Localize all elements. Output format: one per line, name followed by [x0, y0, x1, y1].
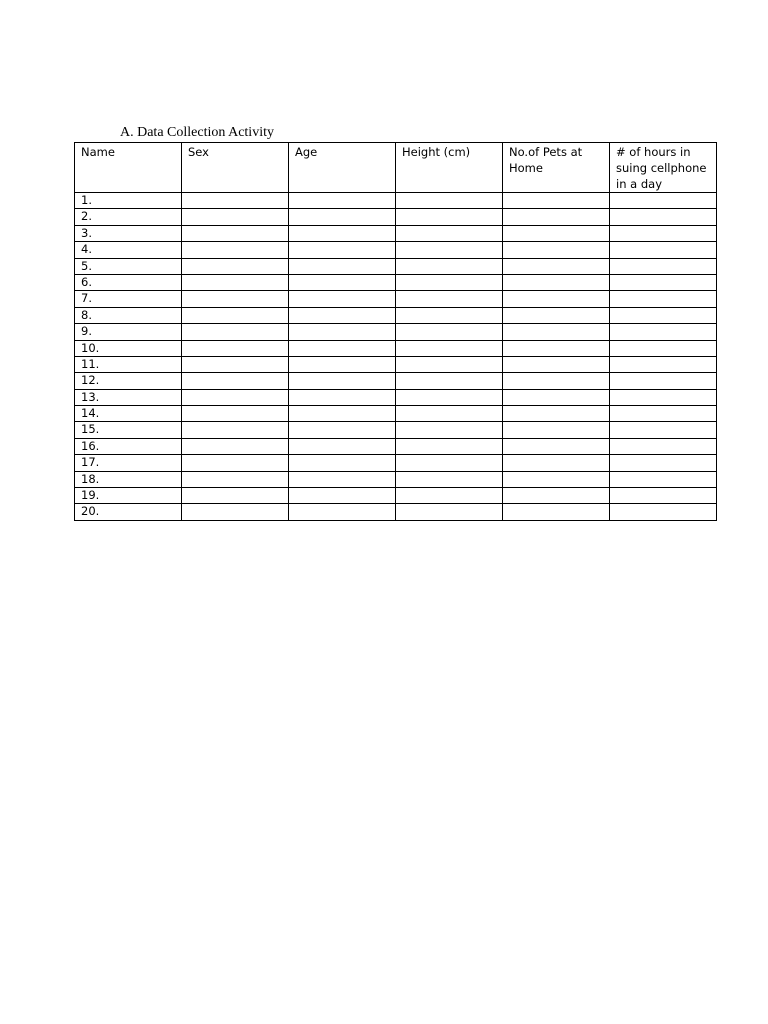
cell-cellphone-hours[interactable] [610, 258, 717, 274]
table-row [75, 340, 717, 356]
table-row [75, 324, 717, 340]
header-cellphone-hours: # of hours in suing cellphone in a day [610, 143, 717, 193]
table-row [75, 373, 717, 389]
cell-height[interactable] [396, 340, 503, 356]
cell-name: 1. [75, 193, 182, 209]
cell-name: 8. [75, 307, 182, 323]
cell-sex[interactable] [182, 307, 289, 323]
cell-height[interactable] [396, 455, 503, 471]
cell-pets[interactable] [503, 193, 610, 209]
cell-pets[interactable] [503, 504, 610, 520]
cell-age[interactable] [289, 438, 396, 454]
cell-sex[interactable] [182, 225, 289, 241]
table-row [75, 455, 717, 471]
table-row [75, 356, 717, 372]
cell-sex[interactable] [182, 340, 289, 356]
cell-pets[interactable] [503, 438, 610, 454]
cell-pets[interactable] [503, 307, 610, 323]
cell-name: 3. [75, 225, 182, 241]
cell-name: 5. [75, 258, 182, 274]
table-row [75, 209, 717, 225]
cell-cellphone-hours[interactable] [610, 422, 717, 438]
table-row [75, 406, 717, 422]
cell-sex[interactable] [182, 324, 289, 340]
cell-height[interactable] [396, 291, 503, 307]
header-name: Name [75, 143, 182, 193]
cell-age[interactable] [289, 291, 396, 307]
cell-height[interactable] [396, 307, 503, 323]
cell-cellphone-hours[interactable] [610, 324, 717, 340]
cell-sex[interactable] [182, 389, 289, 405]
cell-name: 17. [75, 455, 182, 471]
cell-sex[interactable] [182, 488, 289, 504]
cell-name: 19. [75, 488, 182, 504]
cell-cellphone-hours[interactable] [610, 291, 717, 307]
cell-age[interactable] [289, 504, 396, 520]
cell-cellphone-hours[interactable] [610, 488, 717, 504]
cell-name: 4. [75, 242, 182, 258]
cell-pets[interactable] [503, 291, 610, 307]
cell-cellphone-hours[interactable] [610, 356, 717, 372]
cell-height[interactable] [396, 406, 503, 422]
cell-pets[interactable] [503, 406, 610, 422]
cell-age[interactable] [289, 324, 396, 340]
cell-age[interactable] [289, 340, 396, 356]
table-row [75, 471, 717, 487]
cell-age[interactable] [289, 225, 396, 241]
cell-cellphone-hours[interactable] [610, 471, 717, 487]
cell-name: 9. [75, 324, 182, 340]
cell-height[interactable] [396, 504, 503, 520]
table-row [75, 307, 717, 323]
cell-cellphone-hours[interactable] [610, 340, 717, 356]
cell-cellphone-hours[interactable] [610, 209, 717, 225]
cell-pets[interactable] [503, 422, 610, 438]
cell-age[interactable] [289, 488, 396, 504]
cell-cellphone-hours[interactable] [610, 373, 717, 389]
data-collection-table [74, 142, 717, 521]
table-row [75, 258, 717, 274]
cell-sex[interactable] [182, 209, 289, 225]
cell-cellphone-hours[interactable] [610, 225, 717, 241]
cell-sex[interactable] [182, 373, 289, 389]
header-sex: Sex [182, 143, 289, 193]
cell-pets[interactable] [503, 471, 610, 487]
table-row [75, 225, 717, 241]
cell-age[interactable] [289, 307, 396, 323]
cell-name: 16. [75, 438, 182, 454]
cell-pets[interactable] [503, 274, 610, 290]
cell-name: 6. [75, 274, 182, 290]
cell-sex[interactable] [182, 258, 289, 274]
cell-sex[interactable] [182, 422, 289, 438]
cell-pets[interactable] [503, 242, 610, 258]
table-row [75, 389, 717, 405]
cell-age[interactable] [289, 209, 396, 225]
header-row [75, 143, 717, 193]
cell-sex[interactable] [182, 471, 289, 487]
cell-height[interactable] [396, 324, 503, 340]
cell-name: 20. [75, 504, 182, 520]
cell-cellphone-hours[interactable] [610, 307, 717, 323]
cell-height[interactable] [396, 258, 503, 274]
cell-cellphone-hours[interactable] [610, 242, 717, 258]
cell-cellphone-hours[interactable] [610, 193, 717, 209]
cell-pets[interactable] [503, 209, 610, 225]
cell-height[interactable] [396, 389, 503, 405]
document-title: A. Data Collection Activity [120, 125, 274, 140]
cell-name: 14. [75, 406, 182, 422]
cell-name: 18. [75, 471, 182, 487]
table-row [75, 504, 717, 520]
cell-age[interactable] [289, 455, 396, 471]
cell-age[interactable] [289, 422, 396, 438]
cell-sex[interactable] [182, 193, 289, 209]
cell-height[interactable] [396, 242, 503, 258]
cell-pets[interactable] [503, 225, 610, 241]
table-row [75, 438, 717, 454]
cell-sex[interactable] [182, 274, 289, 290]
cell-cellphone-hours[interactable] [610, 504, 717, 520]
cell-name: 2. [75, 209, 182, 225]
cell-pets[interactable] [503, 389, 610, 405]
cell-sex[interactable] [182, 406, 289, 422]
cell-sex[interactable] [182, 291, 289, 307]
header-height: Height (cm) [396, 143, 503, 193]
table-body [75, 193, 717, 521]
table-row [75, 291, 717, 307]
cell-sex[interactable] [182, 356, 289, 372]
cell-height[interactable] [396, 471, 503, 487]
cell-age[interactable] [289, 258, 396, 274]
cell-height[interactable] [396, 225, 503, 241]
cell-cellphone-hours[interactable] [610, 274, 717, 290]
cell-name: 12. [75, 373, 182, 389]
cell-name: 11. [75, 356, 182, 372]
cell-age[interactable] [289, 406, 396, 422]
cell-cellphone-hours[interactable] [610, 455, 717, 471]
cell-pets[interactable] [503, 356, 610, 372]
cell-pets[interactable] [503, 258, 610, 274]
table-row [75, 488, 717, 504]
cell-age[interactable] [289, 373, 396, 389]
cell-name: 7. [75, 291, 182, 307]
table-row [75, 274, 717, 290]
cell-pets[interactable] [503, 373, 610, 389]
cell-age[interactable] [289, 389, 396, 405]
cell-height[interactable] [396, 209, 503, 225]
cell-pets[interactable] [503, 455, 610, 471]
cell-cellphone-hours[interactable] [610, 406, 717, 422]
cell-sex[interactable] [182, 504, 289, 520]
cell-name: 15. [75, 422, 182, 438]
cell-height[interactable] [396, 438, 503, 454]
cell-height[interactable] [396, 422, 503, 438]
cell-name: 10. [75, 340, 182, 356]
cell-sex[interactable] [182, 455, 289, 471]
cell-age[interactable] [289, 193, 396, 209]
cell-pets[interactable] [503, 488, 610, 504]
cell-age[interactable] [289, 356, 396, 372]
header-pets: No.of Pets at Home [503, 143, 610, 193]
cell-pets[interactable] [503, 340, 610, 356]
cell-height[interactable] [396, 373, 503, 389]
cell-height[interactable] [396, 356, 503, 372]
cell-sex[interactable] [182, 242, 289, 258]
cell-height[interactable] [396, 488, 503, 504]
cell-height[interactable] [396, 274, 503, 290]
table-row [75, 193, 717, 209]
cell-cellphone-hours[interactable] [610, 438, 717, 454]
table-row [75, 422, 717, 438]
cell-name: 13. [75, 389, 182, 405]
header-age: Age [289, 143, 396, 193]
cell-sex[interactable] [182, 438, 289, 454]
cell-age[interactable] [289, 471, 396, 487]
cell-cellphone-hours[interactable] [610, 389, 717, 405]
table-row [75, 242, 717, 258]
cell-age[interactable] [289, 274, 396, 290]
cell-pets[interactable] [503, 324, 610, 340]
cell-height[interactable] [396, 193, 503, 209]
cell-age[interactable] [289, 242, 396, 258]
